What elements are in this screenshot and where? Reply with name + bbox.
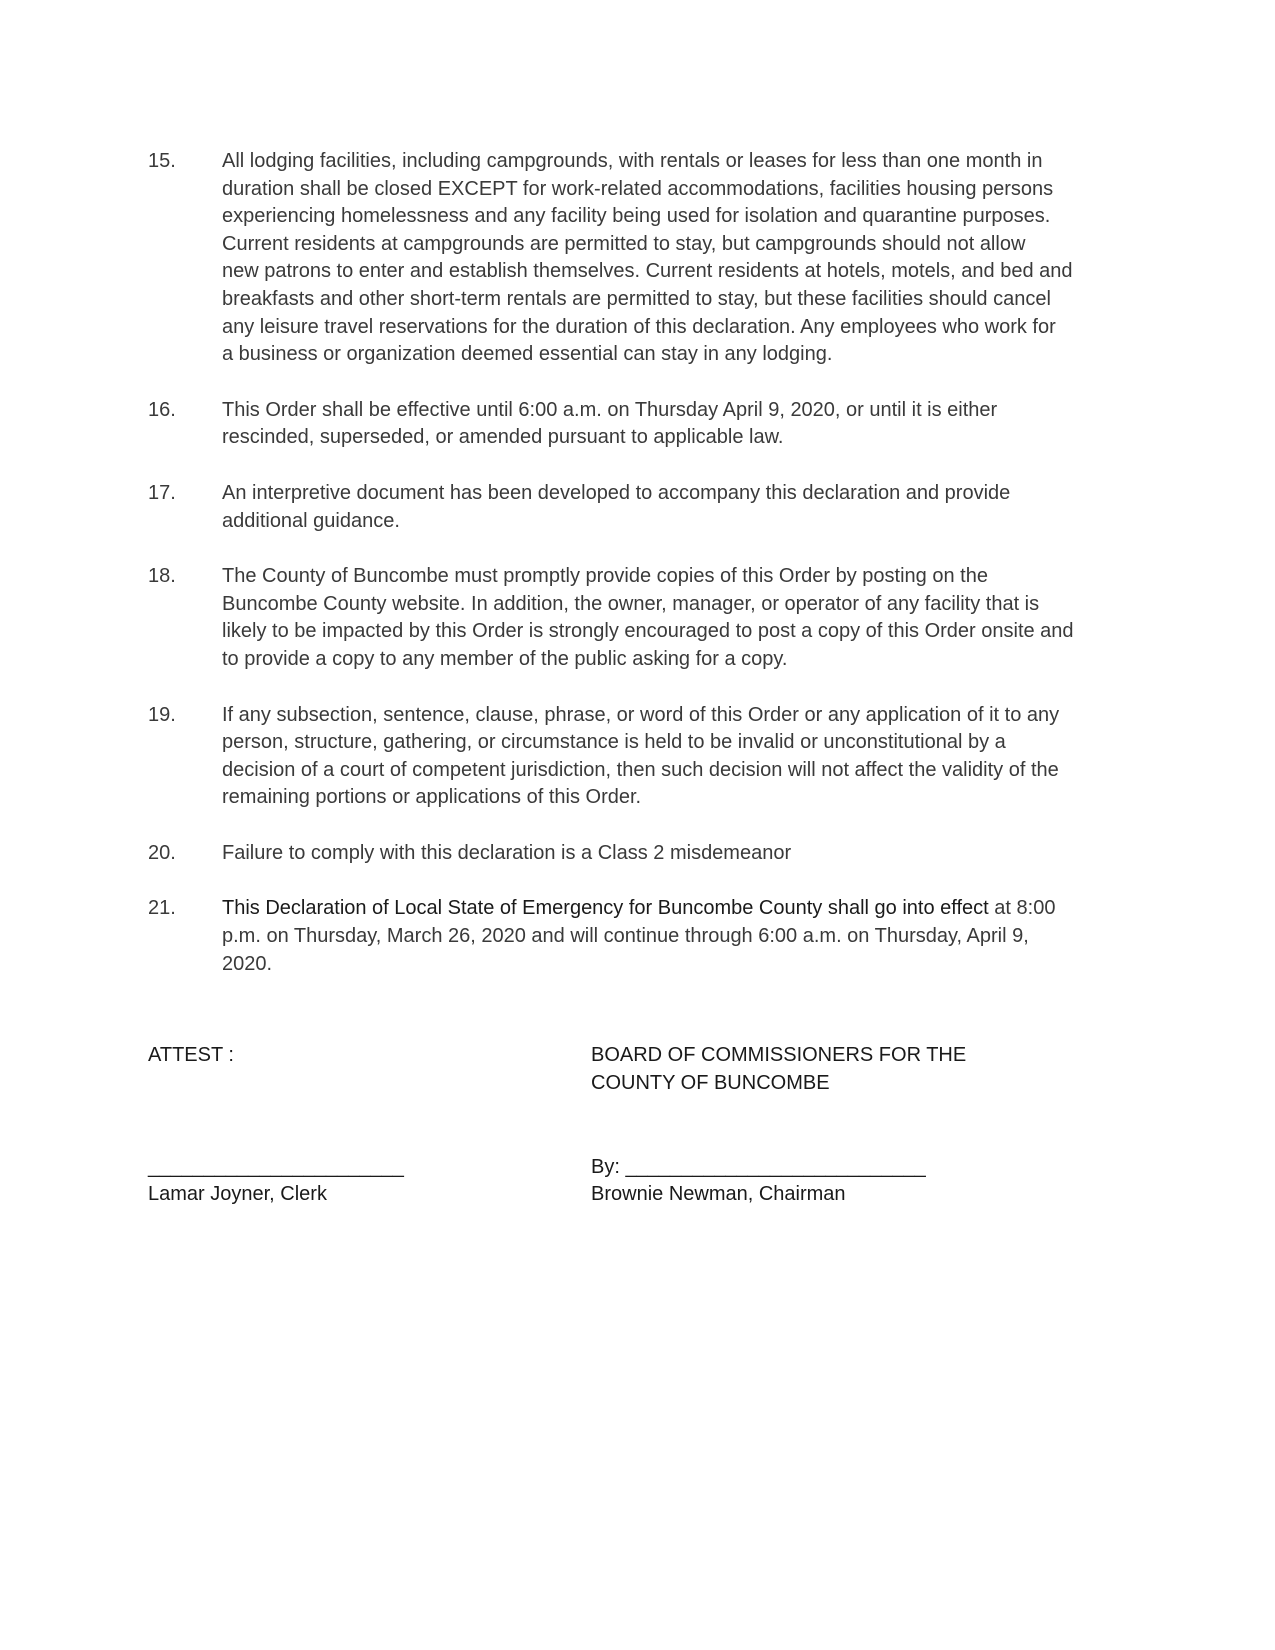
- clerk-name: Lamar Joyner, Clerk: [148, 1183, 327, 1205]
- item-16: [148, 397, 1128, 452]
- item-number: 19.: [148, 703, 176, 726]
- item-18: [148, 563, 1128, 673]
- item-text: All lodging facilities, including campgrounds, with rentals or leases for less than one month in duration shall be closed EXCEPT for work-related accommodations, facilities housing persons experiencing homelessness and any facility being used for isolation and quarantine purposes. Current residents at campgrounds are permitted to stay, but campgrounds should not allow new patrons to enter and establish themselves. Current residents at hotels, motels, and bed and breakfasts and other short-term rentals are permitted to stay, but these facilities should cancel any leisure travel reservations for the duration of this declaration. Any employees who work for a business or organization deemed essential can stay in any lodging.: [222, 150, 1073, 366]
- item-21: [148, 895, 1128, 978]
- numbered-items: [148, 148, 1128, 1006]
- item-number: 18.: [148, 565, 176, 588]
- item-number: 15.: [148, 150, 176, 172]
- item-text: This Order shall be effective until 6:00 a.m. on Thursday April 9, 2020, or until it is either rescinded, superseded, or amended pursuant to applicable law.: [222, 398, 998, 449]
- chairman-name: Brownie Newman, Chairman: [591, 1183, 846, 1205]
- attest-label: ATTEST :: [148, 1044, 234, 1066]
- chairman-signature-line: By: ___________________________: [591, 1156, 926, 1178]
- item-number: 17.: [148, 481, 176, 504]
- item-20: [148, 840, 1128, 868]
- item-text-rest: at 8:00 p.m. on Thursday, March 26, 2020 and will continue through 6:00 a.m. on Thursday, April 9, 2020.: [222, 897, 1056, 975]
- board-label: BOARD OF COMMISSIONERS FOR THE COUNTY OF BUNCOMBE: [591, 1044, 967, 1094]
- item-text: An interpretive document has been developed to accompany this declaration and provide additional guidance.: [222, 481, 1011, 532]
- item-text: [222, 895, 1122, 978]
- item-19: [148, 702, 1128, 812]
- item-text: The County of Buncombe must promptly provide copies of this Order by posting on the Buncombe County website. In addition, the owner, manager, or operator of any facility that is likely to be impacted by this Order is strongly encouraged to post a copy of this Order onsite and to provide a copy to any member of the public asking for a copy.: [222, 565, 1074, 670]
- item-number: 20.: [148, 841, 176, 864]
- clerk-signature-line: _______________________: [148, 1156, 404, 1178]
- item-number: 16.: [148, 398, 176, 421]
- item-text: If any subsection, sentence, clause, phrase, or word of this Order or any application of it to any person, structure, gathering, or circumstance is held to be invalid or unconstitutional by a decision of a court of competent jurisdiction, then such decision will not affect the validity of the remaining portions or applications of this Order.: [222, 703, 1060, 809]
- item-text-emphasis: This Declaration of Local State of Emergency for Buncombe County shall go into effect: [222, 897, 989, 920]
- item-15: [148, 148, 1128, 369]
- item-text: Failure to comply with this declaration is a Class 2 misdemeanor: [222, 841, 792, 864]
- item-17: [148, 480, 1128, 535]
- item-number: 21.: [148, 897, 176, 920]
